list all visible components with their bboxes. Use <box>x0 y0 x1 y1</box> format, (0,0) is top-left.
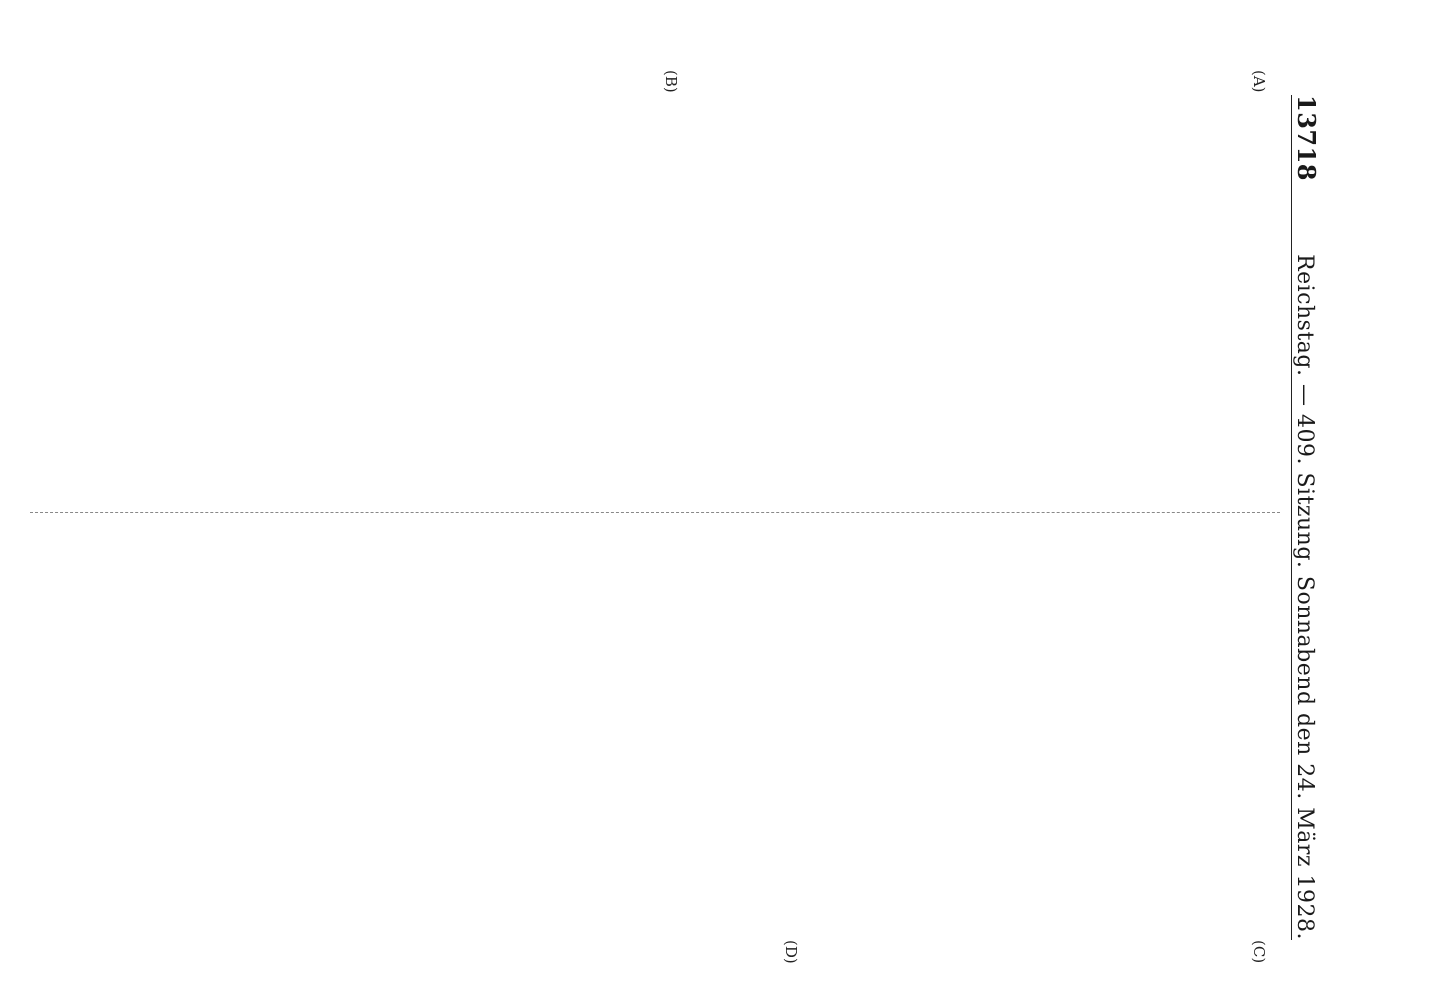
margin-mark-c: (C) <box>1250 940 1268 964</box>
text-column-left <box>30 95 1280 495</box>
margin-mark-b: (B) <box>662 70 680 93</box>
page-header <box>1291 95 1332 940</box>
page-number: 13718 <box>1292 95 1321 181</box>
text-column-right <box>30 530 1280 935</box>
margin-mark-a: (A) <box>1250 70 1268 93</box>
column-divider <box>30 512 1280 513</box>
margin-mark-d: (D) <box>782 940 800 964</box>
running-title: Reichstag. — 409. Sitzung. Sonnabend den 24. März 1928. <box>1292 254 1317 940</box>
